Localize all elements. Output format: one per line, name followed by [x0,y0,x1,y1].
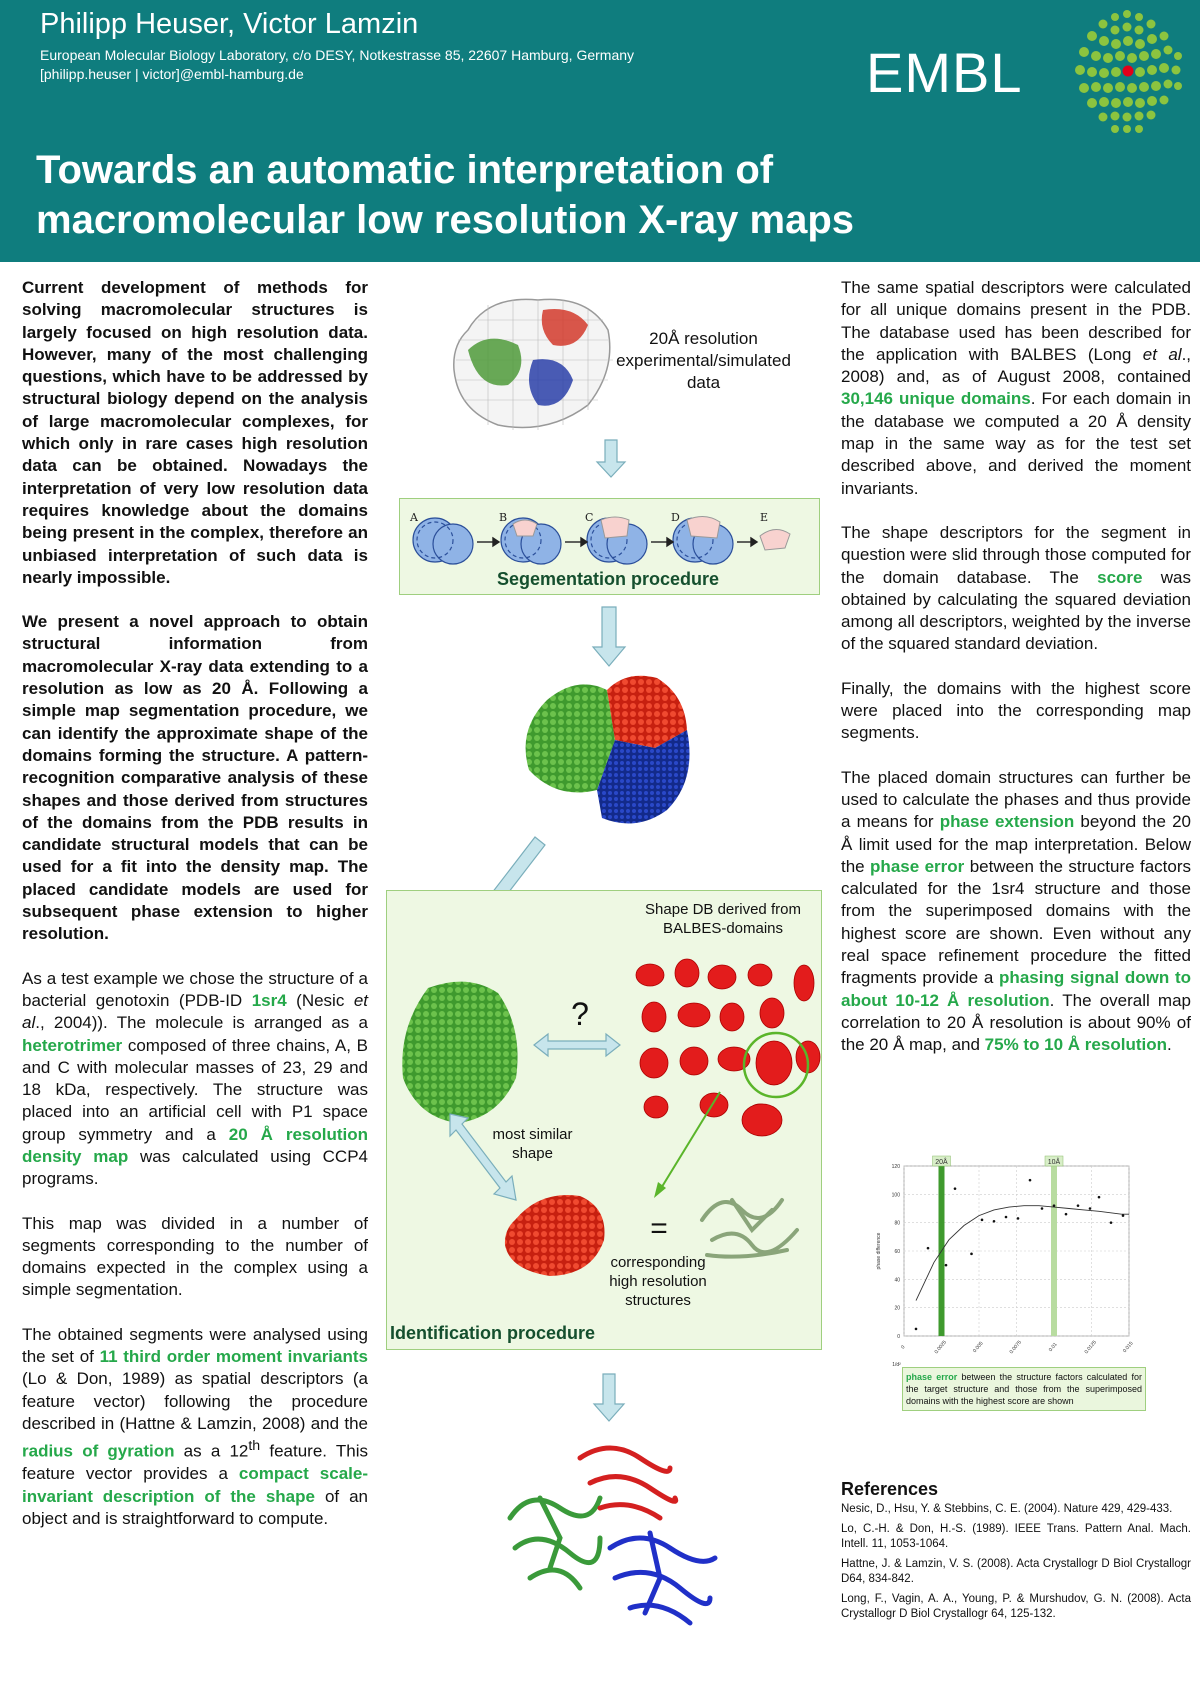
shape-db-caption: Shape DB derived from BALBES-domains [645,901,801,937]
y-tick-label: 0 [897,1334,900,1340]
title-line-2: macromolecular low resolution X-ray maps [36,198,855,242]
data-point [945,1264,948,1267]
unique-domains-term: 30,146 unique domains [841,389,1031,409]
data-point [1122,1214,1125,1217]
most-similar-caption: most similar shape [492,1126,573,1162]
affiliation-line: European Molecular Biology Laboratory, c/o DESY, Notkestrasse 85, 22607 Hamburg, Germany [40,47,635,63]
affiliation [40,46,634,84]
data-point [1077,1204,1080,1207]
data-point [1053,1204,1056,1207]
plot-caption-text: between the structure factors calculated for the target structure and those from the superimposed domains with the highest score are shown [906,1372,1142,1406]
phase-extension-term: phase extension [939,812,1075,832]
y-tick-label: 120 [891,1164,900,1170]
authors: Philipp Heuser, Victor Lamzin [40,8,419,40]
down-arrow-icon [593,1374,625,1422]
header-banner [0,0,1200,262]
x-tick-label: 0.015 [1121,1340,1135,1355]
references-list [841,1502,1191,1627]
invariants-paragraph: The obtained segments were analysed using the set of 11 third order moment invariants (Lo & Don, 1989) as spatial descriptors (a feature vector) following the procedure described in (Hattne & Lamzin, 2008) and the radius of gyration as a 12th feature. This feature vector provides a compact scale-invariant description of the shape of an object and is straightforward to compute. [22,1324,369,1528]
corresponding-caption: corresponding high resolution structures [609,1254,707,1309]
references-heading: References [841,1479,939,1499]
poster-title [36,145,854,245]
data-point [1041,1207,1044,1210]
identification-label: Identification procedure [390,1323,596,1343]
y-axis-label: phase difference [876,1232,882,1270]
resolution-caption: 20Å resolution experimental/simulated data [616,329,791,392]
down-arrow-icon [592,607,626,667]
score-paragraph: The shape descriptors for the segment in question were slid through those computed for the domain database. The score was obtained by calculating the squared deviation among all descriptors, weighted by the inverse of the squared standard deviation. [841,522,1191,654]
x-tick-label: 0.005 [971,1340,985,1355]
y-tick-label: 60 [894,1249,900,1255]
plot-caption-highlight: phase error [906,1372,958,1382]
reference-item: Long, F., Vagin, A. A., Young, P. & Murshudov, G. N. (2008). Acta Crystallogr D Biol Crystallogr 64, 125-132. [841,1593,1191,1620]
density-map-term: 20 Å resolution density map [22,1124,368,1166]
x-tick-label: 0.0125 [1083,1339,1098,1356]
data-point [1017,1217,1020,1220]
resolution-term: 75% to 10 Å resolution [984,1035,1167,1055]
left-column [22,277,368,1552]
approach-paragraph: We present a novel approach to obtain structural information from macromolecular X-ray data extending to a resolution as low as 20 Å. Following a simple map segmentation procedure, we can identify the approximate shape of the domains forming the structure. A pattern-recognition comparative analysis of these shapes and those derived from structures of the domains from the PDB results in candidate structural models that can be used for a fit into the density map. The placed candidate models are used for subsequent phase extension to higher resolution. [22,612,368,944]
data-point [915,1328,918,1331]
seg-label-e: E [760,511,769,524]
embl-logo-icon [1062,8,1192,138]
intro-paragraph: Current development of methods for solving macromolecular structures is largely focused on high resolution data. However, many of the most challenging questions, which have to be addressed by structural biology depend on the analysis of large macromolecular complexes, for which only in rare cases high resolution data can be obtained. Nowadays the interpretation of very low resolution data requires knowledge about the domains being present in the complex, therefore an unbiased interpretation of such data is nearly impossible. [22,278,368,587]
red-matched-shape [500,1190,610,1280]
y-tick-label: 40 [894,1277,900,1284]
phasing-signal-term: phasing signal down to about 10-12 Å resolution [841,968,1192,1010]
plot-caption [902,1367,1146,1411]
reference-item: Hattne, J. & Lamzin, V. S. (2008). Acta Crystallogr D Biol Crystallogr D64, 834-842. [841,1558,1191,1585]
y-tick-label: 20 [894,1305,900,1312]
data-point [970,1253,973,1256]
seg-label-d: D [671,511,680,524]
data-point [954,1187,957,1190]
seg-label-c: C [585,511,594,524]
x-tick-label: 0.0075 [1008,1339,1023,1356]
data-point [1089,1207,1092,1210]
placement-paragraph: Finally, the domains with the highest score were placed into the corresponding map segments. [841,678,1191,743]
database-paragraph: The same spatial descriptors were calculated for all unique domains present in the PDB. The database used has been described for the application with BALBES (Long et al., 2008) and, as of August 2008, contained 30,146 unique domains. For each domain in the database we computed a 20 Å density map in the same way as for the test set described above, and derived the moment invariants. [841,278,1192,498]
right-column [841,277,1191,1079]
data-point [1065,1213,1068,1216]
equals-sign: = [650,1212,668,1245]
moment-invariants-term: 11 third order moment invariants [99,1347,368,1367]
pdb-id: 1sr4 [251,990,287,1010]
segmentation-diagram [405,506,810,568]
green-segment-figure [398,978,528,1128]
y-tick-label: 100 [891,1192,900,1199]
reference-item: Lo, C.-H. & Don, H.-S. (1989). IEEE Trans. Pattern Anal. Mach. Intell. 11, 1053-1064. [841,1523,1191,1550]
test-example-paragraph: As a test example we chose the structure of a bacterial genotoxin (PDB-ID 1sr4 (Nesic et al., 2004)). The molecule is arranged as a heterotrimer composed of three chains, A, B and C with molecular masses of 23, 29 and 18 kDa, respectively. The structure was placed into an artificial cell with P1 space group symmetry and a 20 Å resolution density map was calculated using CCP4 programs. [22,968,368,1189]
final-ribbon-structure [500,1438,725,1633]
top-density-map-figure [448,290,618,435]
segmentation-label: Segementation procedure [497,569,720,589]
marker-label: 10Å [1047,1159,1061,1166]
x-tick-label: 0.01 [1047,1341,1059,1354]
compact-description-term: compact scale-invariant description of the shape [22,1464,368,1506]
email-line: [philipp.heuser | victor]@embl-hamburg.de [40,66,304,82]
seg-label-a: A [410,511,418,524]
x-axis-label: 1/d² [892,1362,901,1368]
double-arrow-icon [534,1034,620,1056]
reference-item: Nesic, D., Hsu, Y. & Stebbins, C. E. (2004). Nature 429, 429-433. [841,1503,1173,1515]
data-point [1098,1196,1101,1199]
question-mark: ? [571,996,589,1032]
phase-error-term: phase error [870,856,965,876]
marker-label: 20Å [935,1159,948,1166]
data-point [1110,1221,1113,1224]
resolution-marker [1051,1160,1057,1336]
down-arrow-icon [596,440,626,478]
data-point [1029,1179,1032,1182]
phase-error-plot [872,1150,1142,1368]
embl-logo-text: EMBL [866,41,1023,104]
radius-gyration-term: radius of gyration [22,1441,175,1461]
data-point [927,1247,930,1250]
seg-label-b: B [499,511,508,524]
data-point [1005,1216,1008,1219]
title-line-1: Towards an automatic interpretation of [36,148,774,192]
x-tick-label: 0.0025 [933,1339,948,1356]
segmentation-paragraph: This map was divided in a number of segments corresponding to the number of domains expected in the complex using a simple segmentation. [22,1213,368,1300]
heterotrimer-term: heterotrimer [22,1035,123,1055]
y-tick-label: 80 [894,1220,900,1227]
phase-extension-paragraph: The placed domain structures can further be used to calculate the phases and thus provide a means for phase extension beyond the 20 Å limit used for the map interpretation. Below the phase error between the structure factors calculated for the 1sr4 structure and those from the superimposed domains with the highest score are shown. Even without any real space refinement procedure the fitted fragments provide a phasing signal down to about 10-12 Å resolution. The overall map correlation to 20 Å resolution is about 90% of the 20 Å map, and 75% to 10 Å resolution. [841,767,1192,1055]
segmented-map-figure [517,670,697,835]
data-point [981,1219,984,1222]
data-point [993,1220,996,1223]
score-term: score [1097,567,1143,587]
x-tick-label: 0 [900,1344,907,1351]
